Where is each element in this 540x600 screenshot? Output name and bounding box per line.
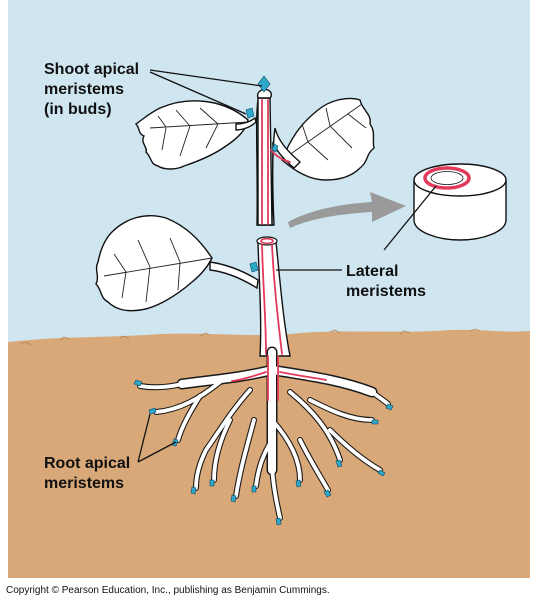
- stem-cross-section: [414, 164, 506, 240]
- label-lateral-line2: meristems: [346, 283, 427, 300]
- label-shoot-apical-line3: (in buds): [44, 101, 112, 118]
- root-tip: [231, 495, 236, 502]
- label-lateral-line1: Lateral: [346, 263, 399, 280]
- copyright-notice: Copyright © Pearson Education, Inc., publishing as Benjamin Cummings.: [6, 585, 330, 596]
- root-tip: [252, 486, 256, 492]
- label-root-apical-line2: meristems: [44, 475, 125, 492]
- label-shoot-apical-line1: Shoot apical: [44, 61, 140, 78]
- label-shoot-apical-line2: meristems: [44, 81, 125, 98]
- root-tip: [296, 480, 301, 487]
- label-root-apical-line1: Root apical: [44, 455, 131, 472]
- root-tip: [210, 480, 214, 486]
- root-tip: [191, 487, 196, 494]
- root-tip: [372, 420, 378, 424]
- root-tip: [276, 518, 281, 525]
